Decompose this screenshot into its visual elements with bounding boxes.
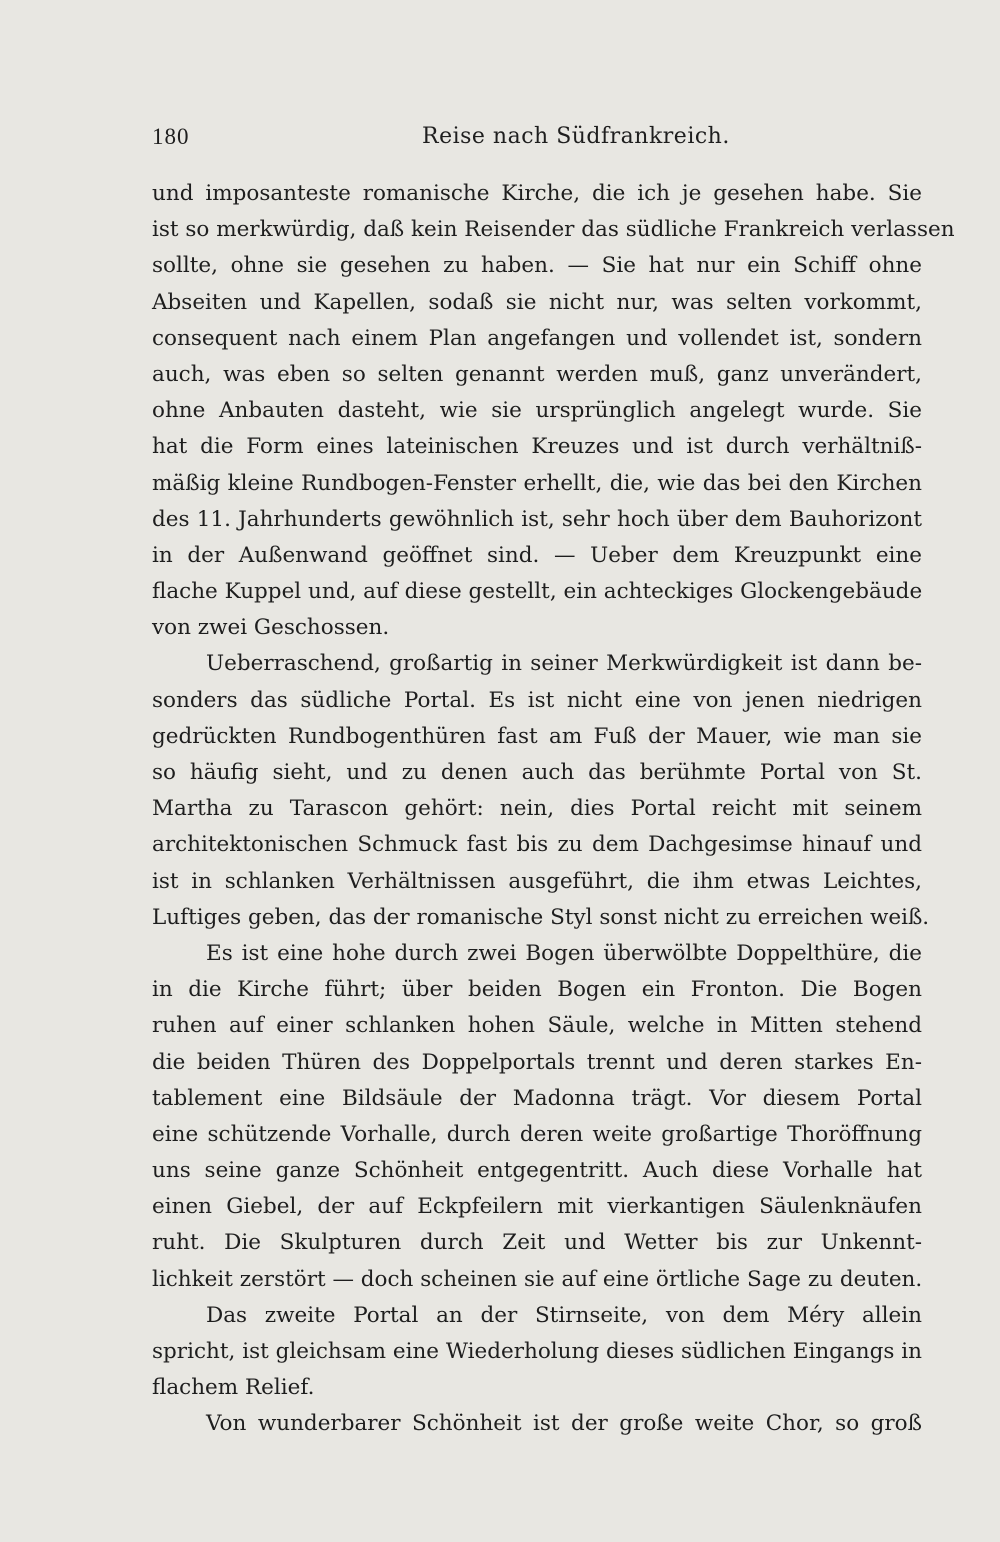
text-line: auch, was eben so selten genannt werden muß, ganz unverändert,: [152, 361, 922, 387]
text-line: in der Außenwand geöffnet sind. — Ueber dem Kreuzpunkt eine: [152, 542, 922, 568]
text-line: die beiden Thüren des Doppelportals trennt und deren starkes En-: [152, 1049, 922, 1075]
text-line: tablement eine Bildsäule der Madonna trägt. Vor diesem Portal: [152, 1085, 922, 1111]
text-line: consequent nach einem Plan angefangen und vollendet ist, sondern: [152, 325, 922, 351]
text-line: und imposanteste romanische Kirche, die ich je gesehen habe. Sie: [152, 181, 922, 206]
text-line: ohne Anbauten dasteht, wie sie ursprünglich angelegt wurde. Sie: [152, 398, 922, 424]
body-text: [152, 176, 955, 1443]
text-line: Ueberraschend, großartig in seiner Merkwürdigkeit ist dann be-: [206, 651, 922, 677]
text-line: Abseiten und Kapellen, sodaß sie nicht nur, was selten vorkommt,: [152, 289, 922, 315]
text-line: Es ist eine hohe durch zwei Bogen überwölbte Doppelthüre, die: [206, 940, 922, 966]
text-line: ist in schlanken Verhältnissen ausgeführt, die ihm etwas Leichtes,: [152, 868, 922, 894]
text-line: eine schützende Vorhalle, durch deren weite großartige Thoröffnung: [152, 1121, 922, 1147]
running-title: Reise nach Südfrankreich.: [422, 124, 730, 149]
text-line: Das zweite Portal an der Stirnseite, von dem Méry allein: [206, 1302, 922, 1328]
text-line: ruhen auf einer schlanken hohen Säule, welche in Mitten stehend: [152, 1013, 922, 1039]
text-line: Von wunderbarer Schönheit ist der große weite Chor, so groß: [206, 1411, 922, 1437]
text-line: uns seine ganze Schönheit entgegentritt. Auch diese Vorhalle hat: [152, 1158, 922, 1184]
text-line: mäßig kleine Rundbogen-Fenster erhellt, die, wie das bei den Kirchen: [152, 470, 922, 496]
page-number: 180: [152, 124, 190, 149]
text-line: Martha zu Tarascon gehört: nein, dies Portal reicht mit seinem: [152, 796, 922, 822]
text-line: gedrückten Rundbogenthüren fast am Fuß der Mauer, wie man sie: [152, 723, 922, 749]
page-header: [152, 124, 922, 158]
text-line: in die Kirche führt; über beiden Bogen ein Fronton. Die Bogen: [152, 977, 922, 1003]
text-line: hat die Form eines lateinischen Kreuzes und ist durch verhältniß-: [152, 434, 922, 460]
text-line: so häufig sieht, und zu denen auch das berühmte Portal von St.: [152, 760, 922, 785]
text-line: spricht, ist gleichsam eine Wiederholung dieses südlichen Eingangs in: [152, 1339, 922, 1364]
text-line: von zwei Geschossen.: [152, 615, 390, 641]
text-line: sollte, ohne sie gesehen zu haben. — Sie hat nur ein Schiff ohne: [152, 253, 922, 279]
text-line: einen Giebel, der auf Eckpfeilern mit vierkantigen Säulenknäufen: [152, 1194, 922, 1220]
text-line: lichkeit zerstört — doch scheinen sie auf eine örtliche Sage zu deuten.: [152, 1266, 923, 1292]
text-line: sonders das südliche Portal. Es ist nicht eine von jenen niedrigen: [152, 687, 922, 713]
text-line: flachem Relief.: [152, 1375, 315, 1401]
text-line: ist so merkwürdig, daß kein Reisender das südliche Frankreich verlassen: [152, 217, 955, 243]
text-line: flache Kuppel und, auf diese gestellt, ein achteckiges Glockengebäude: [152, 579, 923, 605]
text-line: des 11. Jahrhunderts gewöhnlich ist, sehr hoch über dem Bauhorizont: [152, 506, 922, 532]
text-line: architektonischen Schmuck fast bis zu dem Dachgesimse hinauf und: [152, 832, 922, 858]
text-line: ruht. Die Skulpturen durch Zeit und Wetter bis zur Unkennt-: [152, 1230, 922, 1256]
text-line: Luftiges geben, das der romanische Styl sonst nicht zu erreichen weiß.: [152, 904, 930, 930]
